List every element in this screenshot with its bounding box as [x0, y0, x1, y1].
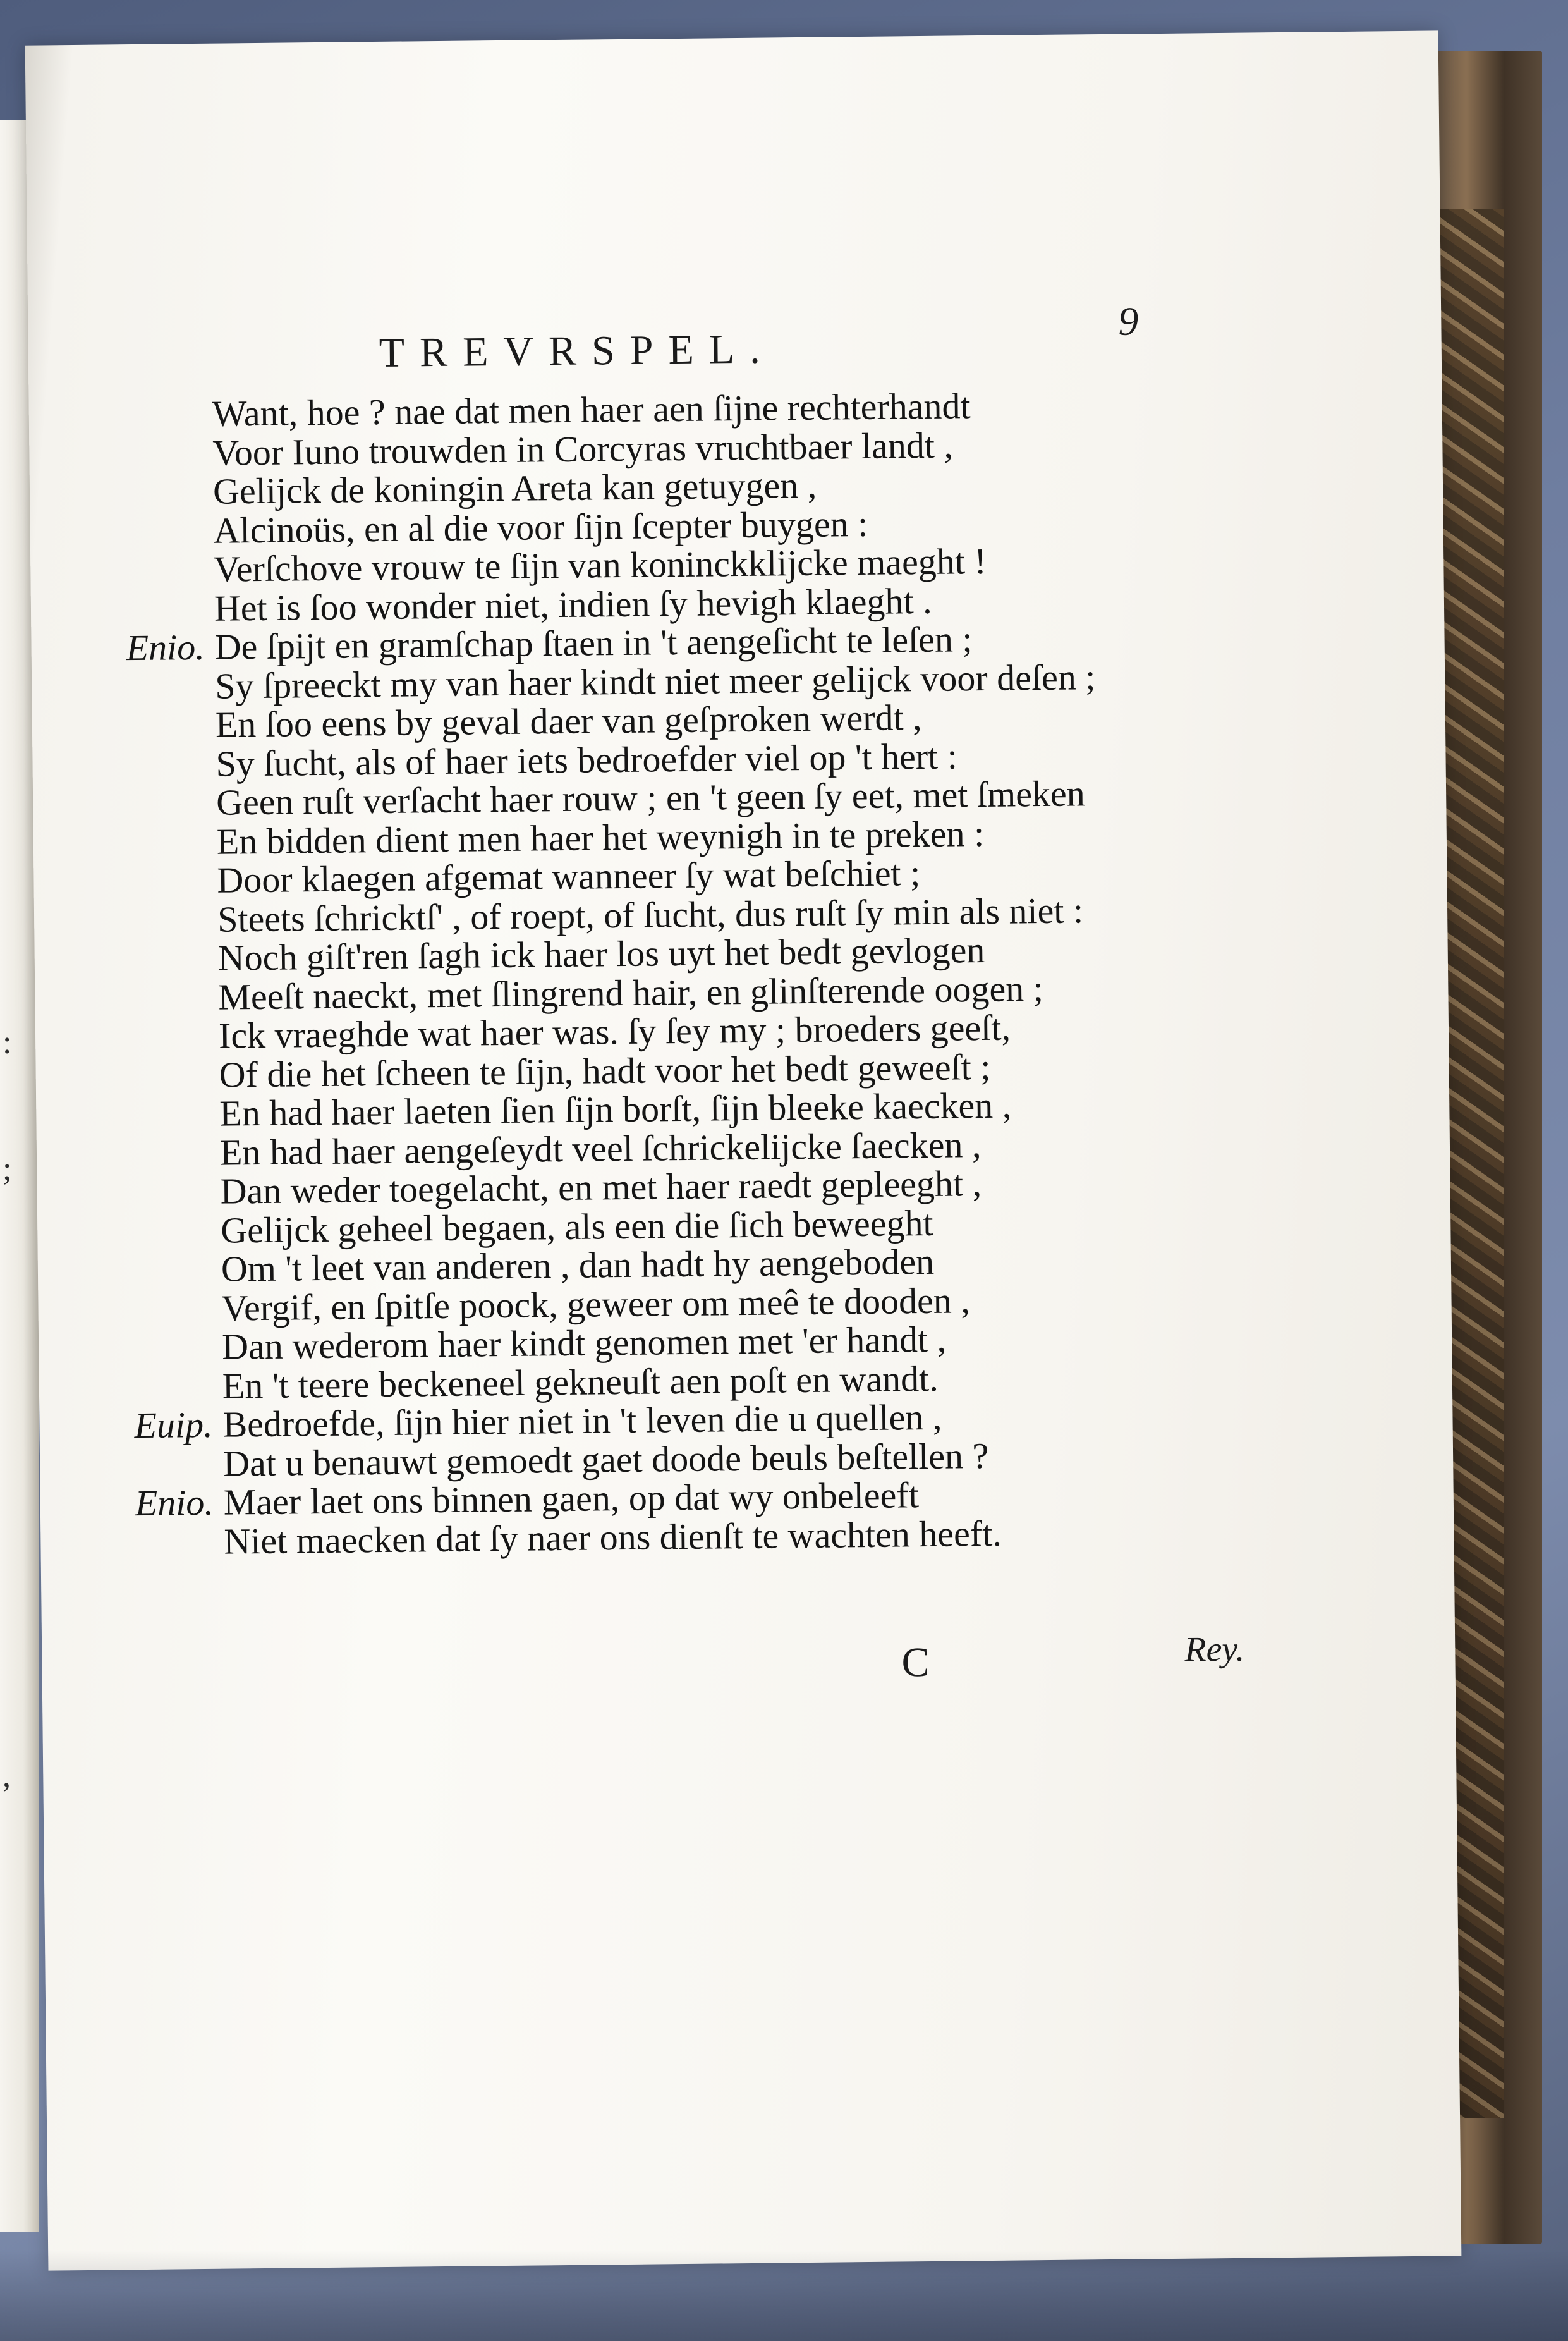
verse-text: Geen ruſt verſacht haer rouw ; en 't geen ſy eet, met ſmeken	[216, 773, 1085, 823]
verse-text: En 't teere beckeneel gekneuſt aen poſt en wandt.	[222, 1357, 939, 1407]
speaker-label: Enio.	[135, 1481, 214, 1524]
page-number: 9	[1117, 298, 1139, 344]
verse-text: Vergif, en ſpitſe poock, geweer om meê te dooden ,	[221, 1279, 971, 1329]
verse-block	[126, 383, 1304, 1562]
verse-text: Meeſt naeckt, met ſlingrend hair, en glinſterende oogen ;	[218, 967, 1044, 1018]
verse-text: En ſoo eens by geval daer van geſproken werdt ,	[215, 697, 922, 745]
verse-text: Gelijck de koningin Areta kan getuygen ,	[212, 464, 817, 512]
verse-text: Dan weder toegelacht, en met haer raedt gepleeght ,	[220, 1163, 982, 1212]
verse-text: Noch giſt'ren ſagh ick haer los uyt het bedt gevlogen	[217, 929, 985, 979]
verse-text: Om 't leet van anderen , dan hadt hy aengeboden	[221, 1240, 935, 1290]
verse-text: Alcinoüs, en al die voor ſijn ſcepter buygen :	[213, 503, 868, 551]
verse-text: Dat u benauwt gemoedt gaet doode beuls beſtellen ?	[222, 1434, 989, 1484]
verse-text: Sy ſucht, als of haer iets bedroefder viel op 't hert :	[216, 735, 958, 785]
verse-text: En had haer laeten ſien ſijn borſt, ſijn bleeke kaecken ,	[219, 1084, 1012, 1134]
verse-text: Sy ſpreeckt my van haer kindt niet meer gelijck voor deſen ;	[214, 656, 1096, 707]
speaker-label: Euip.	[134, 1403, 213, 1446]
catchword: Rey.	[1184, 1629, 1245, 1670]
verse-text: Verſchove vrouw te ſijn van koninckklijcke maeght !	[213, 540, 987, 590]
verse-text: Bedroefde, ſijn hier niet in 't leven die u quellen ,	[222, 1396, 942, 1445]
verse-text: De ſpijt en gramſchap ſtaen in 't aengeſicht te leſen ;	[214, 618, 973, 668]
verse-text: Niet maecken dat ſy naer ons dienſt te wachten heeft.	[224, 1512, 1002, 1562]
left-page-mark: :	[3, 1025, 12, 1061]
verse-text: Dan wederom haer kindt genomen met 'er handt ,	[221, 1318, 947, 1367]
book-page	[25, 30, 1462, 2270]
verse-text: Want, hoe ? nae dat men haer aen ſijne rechterhandt	[212, 385, 971, 434]
verse-text: Ick vraeghde wat haer was. ſy ſey my ; broeders geeſt,	[218, 1006, 1011, 1056]
bottom-shadow	[0, 2251, 1568, 2341]
running-title: TREVRSPEL.	[379, 326, 775, 376]
verse-text: Maer laet ons binnen gaen, op dat wy onbeleeft	[223, 1474, 920, 1523]
signature-mark: C	[901, 1639, 930, 1686]
verse-text: Voor Iuno trouwden in Corcyras vruchtbaer landt ,	[212, 424, 954, 474]
verse-text: En bidden dient men haer het weynigh in te preken :	[216, 812, 985, 862]
speaker-label: Enio.	[126, 626, 205, 669]
verse-text: Steets ſchricktſ' , of roept, of ſucht, dus ruſt ſy min als niet :	[217, 889, 1084, 940]
verse-text: Of die het ſcheen te ſijn, hadt voor het bedt geweeſt ;	[219, 1046, 991, 1096]
verse-text: Het is ſoo wonder niet, indien ſy hevigh klaeght .	[214, 580, 932, 629]
verse-text: Door klaegen afgemat wanneer ſy wat beſchiet ;	[217, 852, 921, 901]
left-page-mark: ,	[3, 1758, 11, 1794]
left-page-mark: ;	[3, 1151, 12, 1187]
verse-text: En had haer aengeſeydt veel ſchrickelijcke ſaecken ,	[219, 1123, 982, 1173]
verse-text: Gelijck geheel begaen, als een die ſich beweeght	[220, 1202, 933, 1251]
